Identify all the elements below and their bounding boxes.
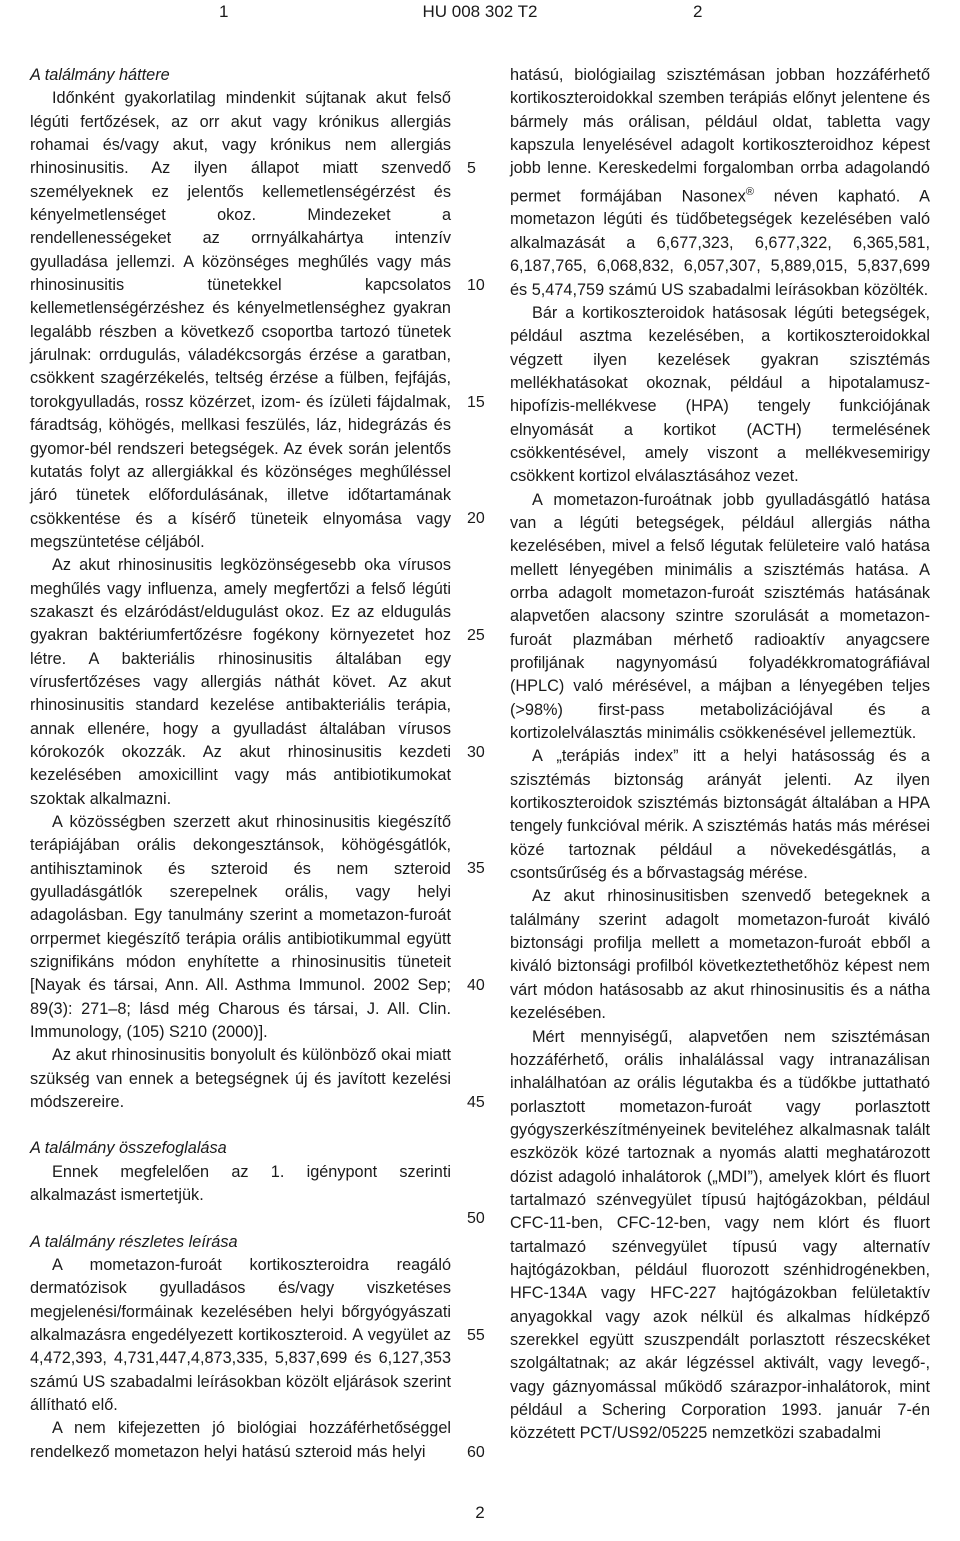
line-number: 55: [467, 1327, 485, 1344]
line-number: 50: [467, 1210, 485, 1227]
line-number: 15: [467, 394, 485, 411]
line-number: 40: [467, 977, 485, 994]
page-header: [0, 0, 960, 30]
heading-summary: A találmány összefoglalása: [30, 1139, 227, 1158]
line-number: 60: [467, 1444, 485, 1461]
heading-detailed-description: A találmány részletes leírása: [30, 1232, 238, 1251]
line-number: 10: [467, 277, 485, 294]
paragraph: A „terápiás index” itt a helyi hatásosság és a szisztémás biztonság arányát jelenti. Az ilyen kortikoszteroidok szisztémás biztonságát általában a HPA tengely funkcióval mérik. A szisztémás hatás más mérései közé tartoznak például a növekedésgátlás, a csontsűrűség és a bőrvastagság mérése.: [510, 747, 930, 883]
document-id: HU 008 302 T2: [422, 2, 538, 21]
paragraph: A mometazon-furoát kortikoszteroidra reagáló dermatózisok gyulladásos és/vagy viszketéses megjelenési/formáinak kezelésében helyi bőrgyógyászati alkalmazásra engedélyezett kortikoszteroid. A vegyület az 4,472,393, 4,731,447,4,873,335, 5,837,699 és 6,127,353 számú US szabadalmi leírásokban közölt eljárások szerint állítható elő.: [30, 1255, 451, 1414]
paragraph: Időnként gyakorlatilag mindenkit sújtanak akut felső légúti fertőzések, az orr akut vagy krónikus allergiás rohamai és/vagy akut, vagy krónikus nem allergiás rhinosinusitis. Az ilyen állapot miatt szenvedő személyeknek ez jelentős kellemetlenségérzést és kényelmetlenséget okoz. Mindezeket a rendellenességeket az orrnyálkahártya intenzív gyulladása jellemzi. A közönséges meghűlés vagy más rhinosinusitis tünetekkel kapcsolatos kellemetlenségérzéshez és kényelmetlenséghez gyakran legalább részben a következő csoportba tartozó tünetek járulnak: orrdugulás, váladékcsorgás érzése a garatban, csökkent szagérzékelés, teltség érzése a fülben, fejfájás, torokgyulladás, rossz közérzet, izom- és ízületi fájdalmak, fáradtság, köhögés, mellkasi feszülés, láz, hidegrázás és gyomor-bél rendszeri betegségek. Az évek során jelentős kutatás folyt az allergiákkal és közönséges meghűléssel járó tünetek előfordulásának, illetve időtartamának csökkentése és a kísérő tüneteik elnyomása vagy megszüntetése céljából.: [30, 89, 451, 551]
left-page-number: 1: [219, 2, 229, 21]
line-number: 35: [467, 860, 485, 877]
registered-mark: ®: [745, 185, 754, 198]
paragraph: Mért mennyiségű, alapvetően nem szisztémásan hozzáférhető, orális inhalálással vagy intranazálisan inhalálhatóan az orális légutakba és a tüdőkbe juttatható porlasztott mometazon-furoát vagy porlasztott gyógyszerkészítményeinek beviteléhez alkalmasnak talált eszközök közé tartoznak a nyomás alatti meghatározott dózist adagoló inhalátorok („MDI”), amelyek klórt és fluort tartalmazó szénvegyület típusú hajtógázokban, például CFC-11-ben, CFC-12-ben, vagy nem klórt és fluort tartalmazó szénvegyület típusú vagy alternatív hajtógázokban, például fluorozott szénhidrogénekben, HFC-134A vagy HFC-227 hajtógázokban felületaktív anyagokkal vagy azok nélkül és alkalmas hídképző szerekkel együtt szuszpendált porlasztott részecskéket szolgáltatnak; az akár légzéssel aktivált, vagy levegő-, vagy gáznyomással működő szárazpor-inhalátorok, mint például a Schering Corporation 1993. január 7-én közzétett PCT/US92/05225 nemzetközi szabadalmi: [510, 1027, 930, 1443]
paragraph: Az akut rhinosinusitisben szenvedő betegeknek a találmány szerint adagolt mometazon-furoát kiváló biztonsági profilja mellett a mometazon-furoát ebből a kiváló biztonsági profilból következtethetőhöz képest nem várt módon hatásosabb az akut rhinosinusitis és a nátha kezelésében.: [510, 887, 930, 1023]
paragraph: A közösségben szerzett akut rhinosinusitis kiegészítő terápiájában orális dekongesztánsok, köhögésgátlók, antihisztaminok és szteroid és nem szteroid gyulladásgátlók szerepelnek orális, vagy helyi adagolásban. Egy tanulmány szerint a mometazon-furoát orrpermet kiegészítő terápia orális antibiotikummal együtt szignifikáns módon enyhítette a rhinosinusitis tüneteit [Nayak és társai, Ann. All. Asthma Immunol. 2002 Sep; 89(3): 271–8; lásd még Charous és társai, J. All. Clin. Immunology, (105) S210 (2000)].: [30, 813, 451, 1042]
line-number: 25: [467, 627, 485, 644]
line-number: 45: [467, 1094, 485, 1111]
left-column: [30, 64, 451, 1464]
paragraph-text: néven kapható. A mometazon légúti és tüdőbetegségek kezelésében való alkalmazását a 6,677,323, 6,677,322, 6,365,581, 6,187,765, 6,068,832, 6,057,307, 5,889,015, 5,837,699 és 5,474,759 számú US szabadalmi leírásokban közölték.: [510, 187, 930, 299]
heading-background: A találmány háttere: [30, 66, 170, 84]
line-number: 20: [467, 510, 485, 527]
paragraph: A mometazon-furoátnak jobb gyulladásgátló hatása van a légúti betegségek, például allergiás nátha kezelésében, mivel a felső légutak felületeire való hatása mellett lényegében minimális a szisztémás hatása. A orrba adagolt mometazon-furoát szisztémás hatásának alapvetően alacsony szintre szorulását a mometazon-furoát plazmában mérhető radioaktív anyagcsere profiljának nagynyomású folyadékkromatográfiával (HPLC) való mérésével, a májban a lényegében teljes (>98%) first-pass metabolizációjával és a kortizolelválasztás minimális csökkenésével jellemeztük.: [510, 490, 930, 743]
paragraph: Bár a kortikoszteroidok hatásosak légúti betegségek, például asztma kezelésében, a kortikoszteroidokkal végzett ilyen kezelések gyakran szisztémás mellékhatásokat okoznak, például a hipotalamusz-hipofízis-mellékvese (HPA) tengely funkciójának elnyomását a kortikot (ACTH) termelésének csökkentésével, amely viszont a mellékvesemirigy csökkent kortizol elválasztásához vezet.: [510, 303, 930, 486]
paragraph: Az akut rhinosinusitis legközönségesebb oka vírusos meghűlés vagy influenza, amely megfertőzi a felső légúti szakaszt és elzáródást/eldugulást okoz. Ez az eldugulás gyakran baktériumfertőzésre fogékony környezetet hoz létre. A bakteriális rhinosinusitis általában egy vírusfertőzéses vagy allergiás náthát követ. Az akut rhinosinusitis standard kezelése antibakteriális terápia, annak ellenére, hogy a gyulladást általában vírusos kórokozók okozzák. Az akut rhinosinusitis kezdeti kezelésében amoxicillint vagy más antibiotikumokat szoktak alkalmazni.: [30, 556, 451, 808]
page-footer-number: 2: [475, 1503, 485, 1522]
paragraph: Ennek megfelelően az 1. igénypont szerinti alkalmazást ismertetjük.: [30, 1162, 451, 1205]
paragraph: Az akut rhinosinusitis bonyolult és különböző okai miatt szükség van ennek a betegségnek új és javított kezelési módszereire.: [30, 1046, 451, 1112]
right-column: [510, 64, 930, 1446]
right-page-number: 2: [693, 2, 703, 21]
line-number: 5: [467, 160, 476, 177]
paragraph: A nem kifejezetten jó biológiai hozzáférhetőséggel rendelkező mometazon helyi hatású szteroid más helyi: [30, 1419, 451, 1461]
paragraph-text: hatású, biológiailag szisztémásan jobban hozzáférhető kortikoszteroidokkal szemben terápiás előnyt jelentene és bármely más orálisan, például oldat, tabletta vagy kapszula lenyelésével adagolt kortikoszteroidhoz képest jobb lenne. Kereskedelmi forgalomban orrba adagolandó permet formájában Nasonex: [510, 66, 930, 206]
line-number: 30: [467, 744, 485, 761]
paragraph: [510, 64, 930, 302]
